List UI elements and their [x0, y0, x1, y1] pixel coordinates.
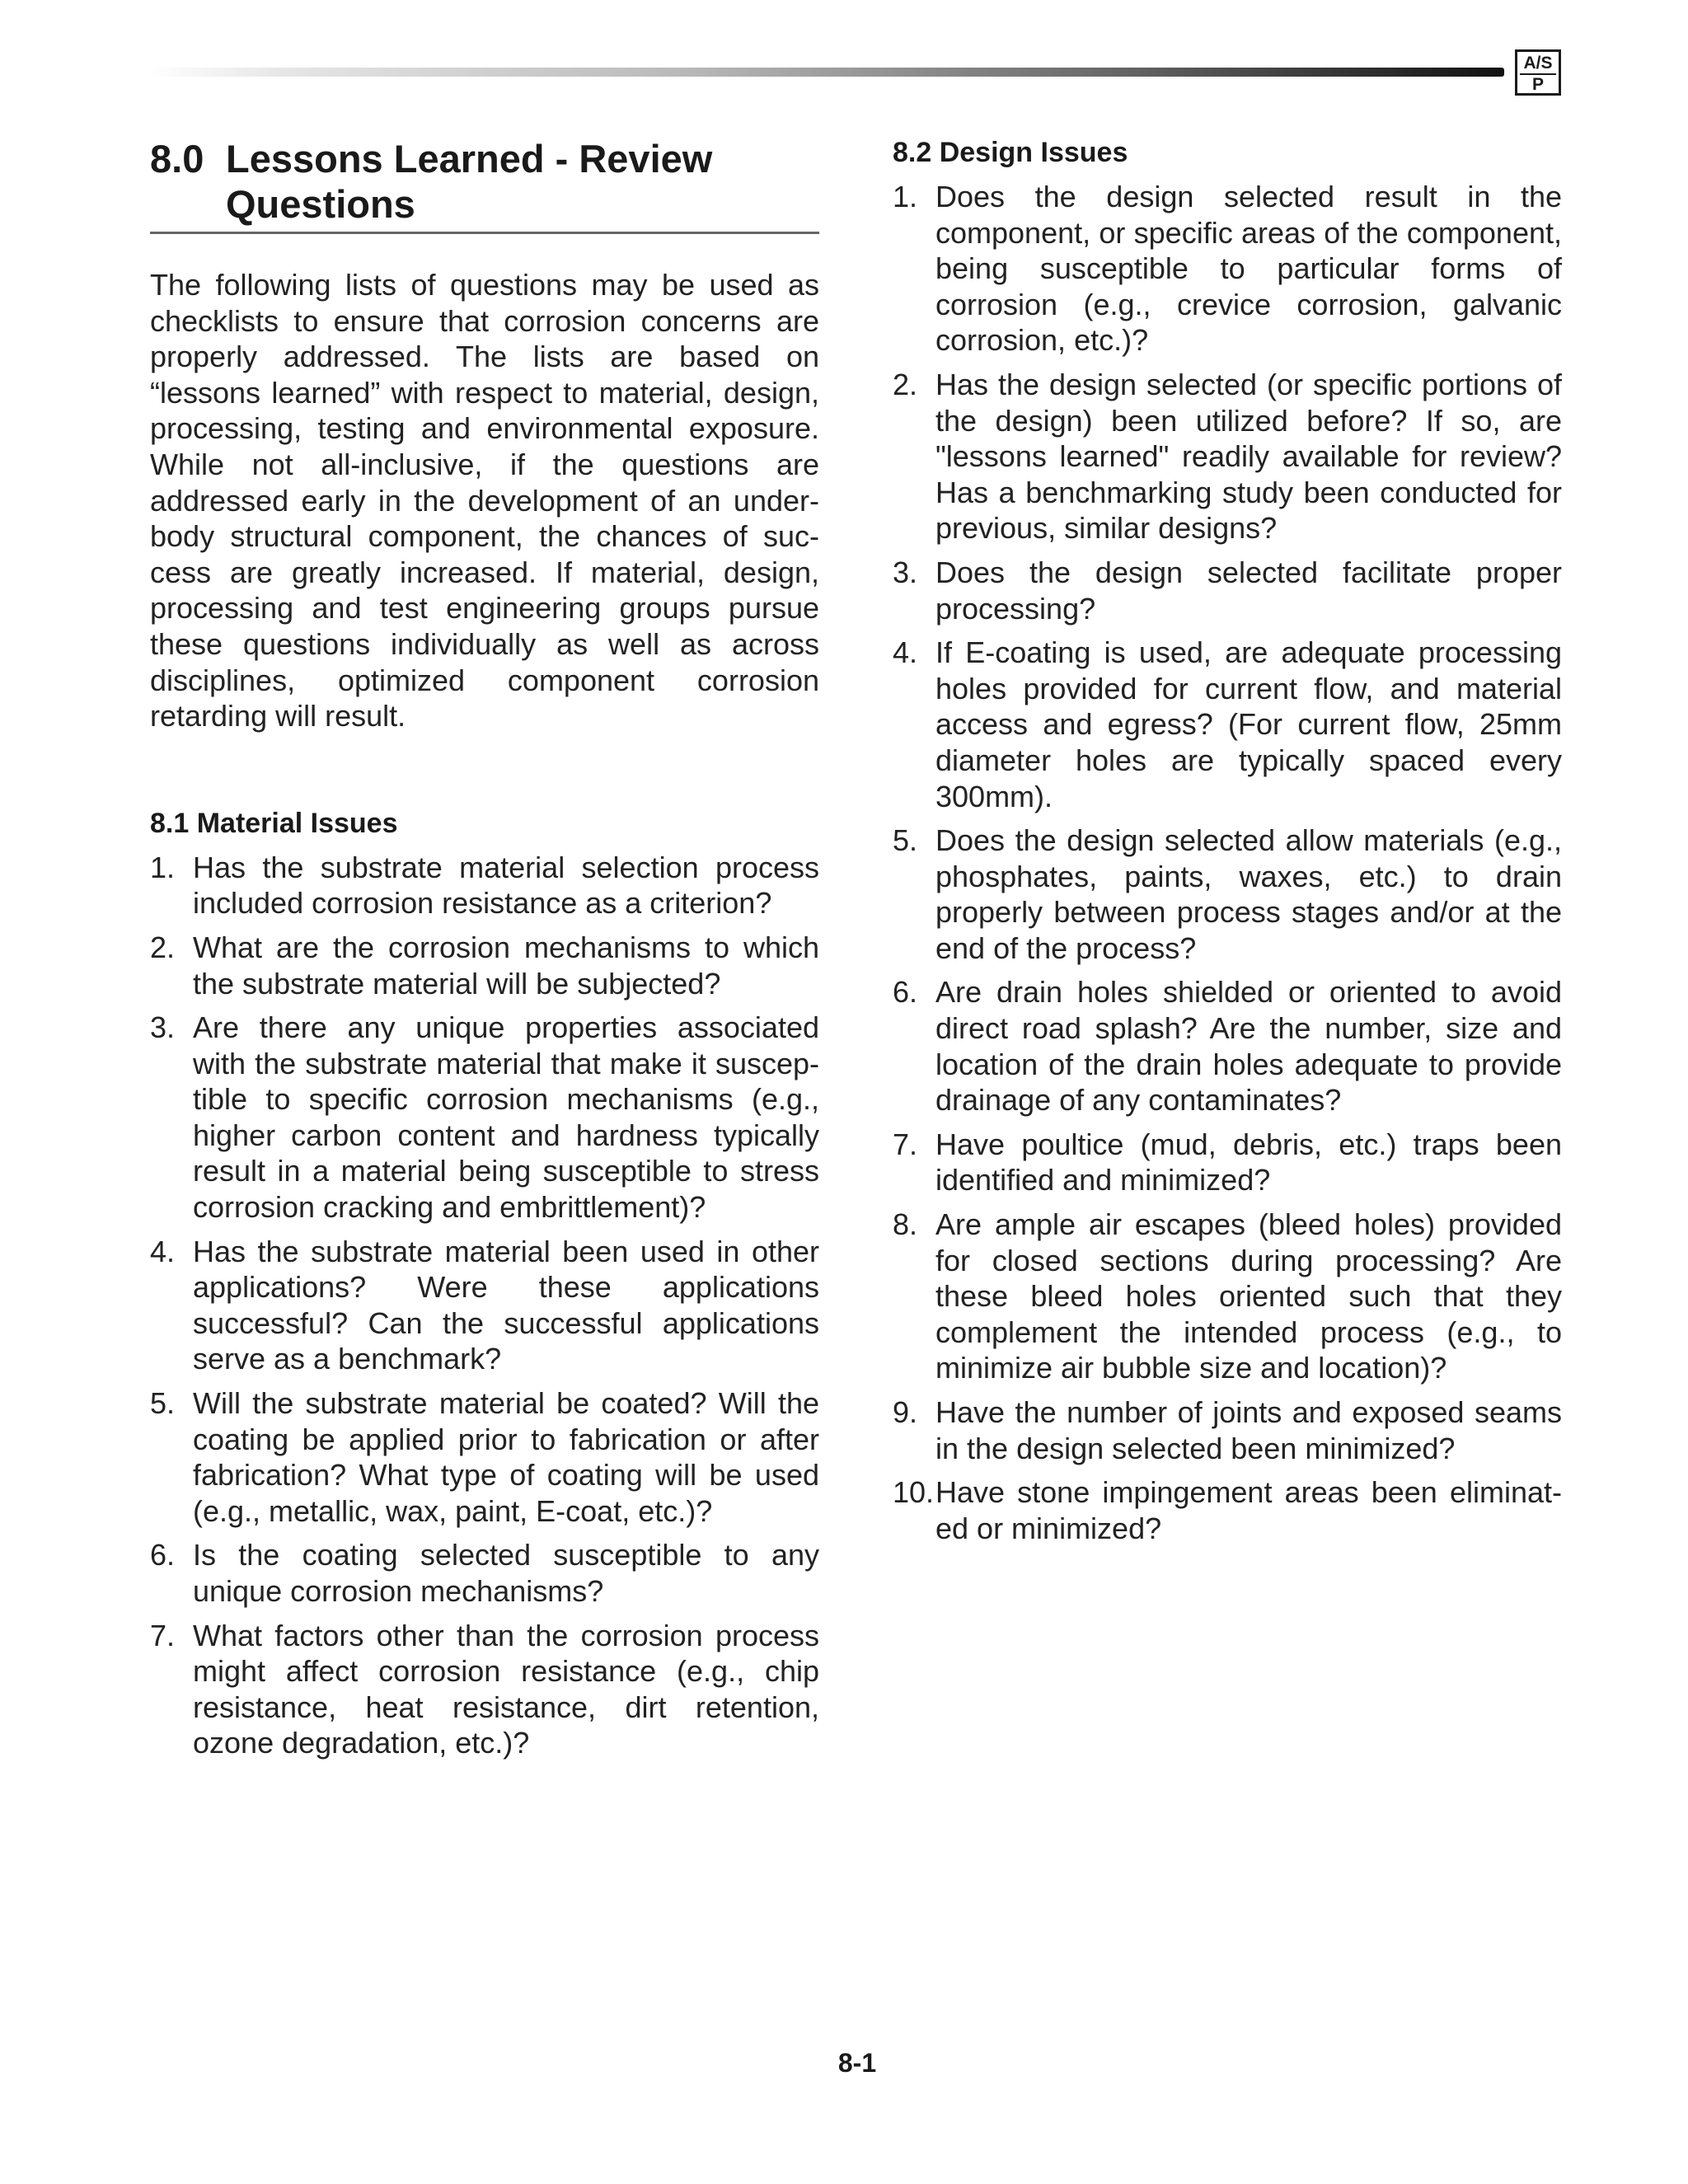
- section-title: Lessons Learned - Review Questions: [226, 137, 713, 226]
- item-number: 9.: [893, 1395, 918, 1429]
- item-text: Are ample air escapes (bleed holes) provided for closed sections during processing? Are these bleed holes oriented such that they complement the intended process (e.g., to minimize air bubble size and location)?: [935, 1207, 1562, 1385]
- item-number: 6.: [150, 1538, 176, 1572]
- list-item: [150, 930, 819, 1001]
- item-text: What are the corrosion mechanisms to which the substrate material will be subjected?: [193, 930, 819, 1001]
- list-item: [893, 1474, 1562, 1546]
- item-text: Has the substrate material selection process included corrosion resistance as a criterion?: [193, 850, 819, 921]
- list-item: [150, 1537, 819, 1609]
- item-text: Has the substrate material been used in other applications? Were these applications successful? Can the successful applications serve as a benchmark?: [193, 1234, 819, 1376]
- list-item: [893, 367, 1562, 546]
- list-item: [893, 1394, 1562, 1466]
- item-text: Does the design selected facilitate proper processing?: [935, 555, 1562, 626]
- item-number: 4.: [150, 1234, 176, 1268]
- item-number: 10.: [893, 1475, 935, 1510]
- item-text: Does the design selected allow materials (e.g., phosphates, paints, waxes, etc.) to drain properly between process stages and/or at the end of the process?: [935, 823, 1562, 965]
- item-number: 4.: [893, 635, 918, 670]
- list-item: [893, 179, 1562, 359]
- logo-bottom-text: P: [1531, 75, 1544, 94]
- list-item: [150, 850, 819, 921]
- list-item: [150, 1234, 819, 1377]
- item-number: 6.: [893, 975, 918, 1010]
- logo-top-text: A/S: [1523, 54, 1553, 73]
- item-number: 5.: [150, 1386, 176, 1421]
- item-text: Are there any unique properties associated with the substrate material that make it suscep-tible to specific corrosion mechanisms (e.g., higher carbon content and hardness typically result in a material being susceptible to stress corrosion cracking and embrittlement)?: [193, 1010, 819, 1225]
- asp-logo: [1515, 49, 1561, 96]
- list-item: [150, 1010, 819, 1226]
- item-text: If E-coating is used, are adequate processing holes provided for current flow, and material access and egress? (For current flow, 25mm diameter holes are typically spaced every 300mm).: [935, 635, 1562, 813]
- list-item: [893, 823, 1562, 966]
- item-text: Does the design selected result in the component, or specific areas of the component, being susceptible to particular forms of corrosion (e.g., crevice corrosion, galvanic corrosion, etc.)?: [935, 180, 1562, 358]
- design-issues-list: [893, 179, 1562, 1546]
- item-text: Has the design selected (or specific portions of the design) been utilized before? If so, are "lessons learned" readily available for review? Has a benchmarking study been conducted for previous, similar designs?: [935, 367, 1562, 546]
- left-column: [150, 136, 819, 1769]
- item-number: 3.: [893, 555, 918, 589]
- item-text: Is the coating selected susceptible to any unique corrosion mechanisms?: [193, 1538, 819, 1608]
- header-rule: [148, 68, 1504, 77]
- item-text: What factors other than the corrosion process might affect corrosion resistance (e.g., chip resistance, heat resistance, dirt retention, ozone degradation, etc.)?: [193, 1618, 819, 1760]
- list-item: [893, 974, 1562, 1118]
- item-number: 7.: [893, 1127, 918, 1161]
- material-issues-heading: 8.1 Material Issues: [150, 807, 398, 839]
- item-number: 2.: [893, 367, 918, 401]
- material-issues-list: [150, 850, 819, 1761]
- item-text: Will the substrate material be coated? Will the coating be applied prior to fabrication or after fabrication? What type of coating will be used (e.g., metallic, wax, paint, E-coat, etc.)?: [193, 1386, 819, 1528]
- item-number: 3.: [150, 1010, 176, 1045]
- list-item: [893, 635, 1562, 814]
- page-title: [150, 136, 819, 234]
- item-text: Have the number of joints and exposed seams in the design selected been minimized?: [935, 1395, 1562, 1465]
- item-number: 1.: [893, 180, 918, 213]
- design-issues-heading: 8.2 Design Issues: [893, 137, 1128, 168]
- item-text: Have stone impingement areas been eliminat-ed or minimized?: [935, 1475, 1562, 1545]
- item-number: 7.: [150, 1618, 176, 1652]
- item-number: 2.: [150, 930, 176, 964]
- list-item: [150, 1385, 819, 1529]
- item-text: Are drain holes shielded or oriented to avoid direct road splash? Are the number, size and location of the drain holes adequate to provide drainage of any contaminates?: [935, 975, 1562, 1118]
- right-column: [893, 136, 1562, 1554]
- item-number: 5.: [893, 823, 918, 858]
- page-number: 8-1: [837, 2048, 877, 2078]
- list-item: [893, 555, 1562, 626]
- section-number: 8.0: [150, 137, 204, 180]
- item-text: Have poultice (mud, debris, etc.) traps been identified and minimized?: [935, 1127, 1562, 1197]
- list-item: [150, 1618, 819, 1761]
- item-number: 8.: [893, 1207, 918, 1242]
- intro-paragraph: The following lists of questions may be used as checklists to ensure that corrosion concerns are properly addressed. The lists are based on “lessons learned” with respect to material, design, processing, testing and environmental exposure. While not all-inclusive, if the questions are addressed early in the development of an under-body structural component, the chances of suc-cess are greatly increased. If material, design, processing and test engineering groups pursue these questions individually as well as across disciplines, optimized component corrosion retarding will result.: [150, 268, 819, 733]
- item-number: 1.: [150, 850, 176, 884]
- list-item: [893, 1127, 1562, 1198]
- list-item: [893, 1207, 1562, 1386]
